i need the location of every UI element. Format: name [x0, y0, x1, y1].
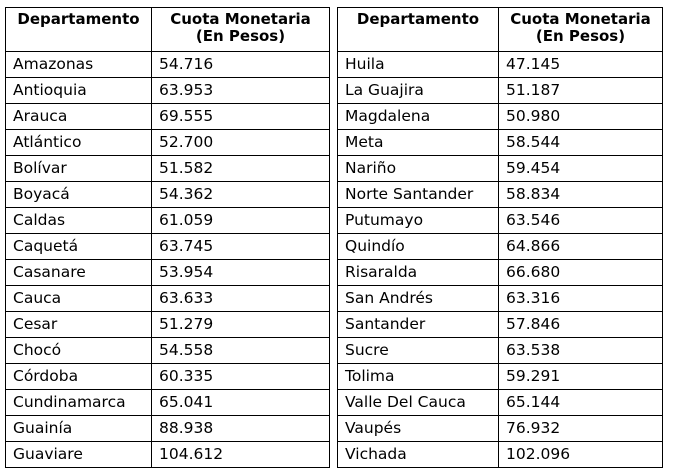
header-departamento: Departamento [6, 8, 152, 52]
cuota-cell: 50.980 [499, 104, 663, 130]
cuota-cell: 51.187 [499, 78, 663, 104]
table-row [6, 338, 330, 364]
cuota-cell: 54.558 [152, 338, 330, 364]
departamento-cell: Vaupés [338, 416, 499, 442]
departamento-cell: Norte Santander [338, 182, 499, 208]
cuota-cell: 64.866 [499, 234, 663, 260]
table-row [338, 260, 663, 286]
table-row [338, 130, 663, 156]
header-cuota: Cuota Monetaria (En Pesos) [499, 8, 663, 52]
cuota-cell: 63.316 [499, 286, 663, 312]
cuota-cell: 102.096 [499, 442, 663, 468]
departamento-cell: Huila [338, 52, 499, 78]
departamento-cell: Amazonas [6, 52, 152, 78]
cuota-cell: 61.059 [152, 208, 330, 234]
cuota-cell: 52.700 [152, 130, 330, 156]
cuota-cell: 47.145 [499, 52, 663, 78]
departamento-cell: Boyacá [6, 182, 152, 208]
header-departamento: Departamento [338, 8, 499, 52]
departamento-cell: Magdalena [338, 104, 499, 130]
departamento-cell: Córdoba [6, 364, 152, 390]
departamento-cell: San Andrés [338, 286, 499, 312]
cuota-cell: 54.716 [152, 52, 330, 78]
table-row [6, 182, 330, 208]
departamento-cell: Santander [338, 312, 499, 338]
header-row [338, 8, 663, 52]
cuota-cell: 65.144 [499, 390, 663, 416]
table-row [6, 130, 330, 156]
table-row [338, 156, 663, 182]
table-row [6, 104, 330, 130]
cuota-cell: 54.362 [152, 182, 330, 208]
cuota-cell: 88.938 [152, 416, 330, 442]
table-row [6, 312, 330, 338]
cuota-cell: 51.279 [152, 312, 330, 338]
table-row [338, 286, 663, 312]
cuota-cell: 60.335 [152, 364, 330, 390]
departamento-cell: Putumayo [338, 208, 499, 234]
table-row [338, 390, 663, 416]
departamento-cell: Bolívar [6, 156, 152, 182]
cuota-table-left [5, 7, 330, 468]
cuota-cell: 63.745 [152, 234, 330, 260]
table-row [338, 52, 663, 78]
table-row [6, 442, 330, 468]
table-row [338, 416, 663, 442]
table-row [338, 312, 663, 338]
cuota-cell: 63.633 [152, 286, 330, 312]
cuota-cell: 58.834 [499, 182, 663, 208]
table-row [338, 338, 663, 364]
table-row [338, 208, 663, 234]
cuota-cell: 66.680 [499, 260, 663, 286]
table-row [6, 78, 330, 104]
cuota-cell: 63.953 [152, 78, 330, 104]
departamento-cell: Sucre [338, 338, 499, 364]
cuota-cell: 58.544 [499, 130, 663, 156]
departamento-cell: Tolima [338, 364, 499, 390]
departamento-cell: Vichada [338, 442, 499, 468]
cuota-cell: 63.546 [499, 208, 663, 234]
departamento-cell: Cundinamarca [6, 390, 152, 416]
departamento-cell: La Guajira [338, 78, 499, 104]
table-row [338, 182, 663, 208]
header-cuota: Cuota Monetaria (En Pesos) [152, 8, 330, 52]
table-row [6, 52, 330, 78]
table-row [6, 208, 330, 234]
table-row [338, 364, 663, 390]
cuota-cell: 104.612 [152, 442, 330, 468]
cuota-cell: 59.291 [499, 364, 663, 390]
table-row [6, 416, 330, 442]
table-row [6, 156, 330, 182]
table-row [338, 442, 663, 468]
departamento-cell: Caquetá [6, 234, 152, 260]
header-row [6, 8, 330, 52]
table-row [338, 104, 663, 130]
table-row [338, 78, 663, 104]
cuota-cell: 59.454 [499, 156, 663, 182]
cuota-cell: 69.555 [152, 104, 330, 130]
cuota-table-right [337, 7, 663, 468]
departamento-cell: Nariño [338, 156, 499, 182]
departamento-cell: Antioquia [6, 78, 152, 104]
departamento-cell: Guainía [6, 416, 152, 442]
departamento-cell: Cesar [6, 312, 152, 338]
departamento-cell: Meta [338, 130, 499, 156]
departamento-cell: Cauca [6, 286, 152, 312]
cuota-cell: 51.582 [152, 156, 330, 182]
table-row [6, 286, 330, 312]
table-row [338, 234, 663, 260]
cuota-cell: 63.538 [499, 338, 663, 364]
table-row [6, 260, 330, 286]
departamento-cell: Valle Del Cauca [338, 390, 499, 416]
cuota-cell: 57.846 [499, 312, 663, 338]
table-row [6, 234, 330, 260]
table-row [6, 364, 330, 390]
cuota-cell: 65.041 [152, 390, 330, 416]
departamento-cell: Arauca [6, 104, 152, 130]
departamento-cell: Risaralda [338, 260, 499, 286]
cuota-cell: 53.954 [152, 260, 330, 286]
cuota-cell: 76.932 [499, 416, 663, 442]
departamento-cell: Casanare [6, 260, 152, 286]
table-row [6, 390, 330, 416]
departamento-cell: Atlántico [6, 130, 152, 156]
departamento-cell: Chocó [6, 338, 152, 364]
departamento-cell: Quindío [338, 234, 499, 260]
departamento-cell: Caldas [6, 208, 152, 234]
departamento-cell: Guaviare [6, 442, 152, 468]
